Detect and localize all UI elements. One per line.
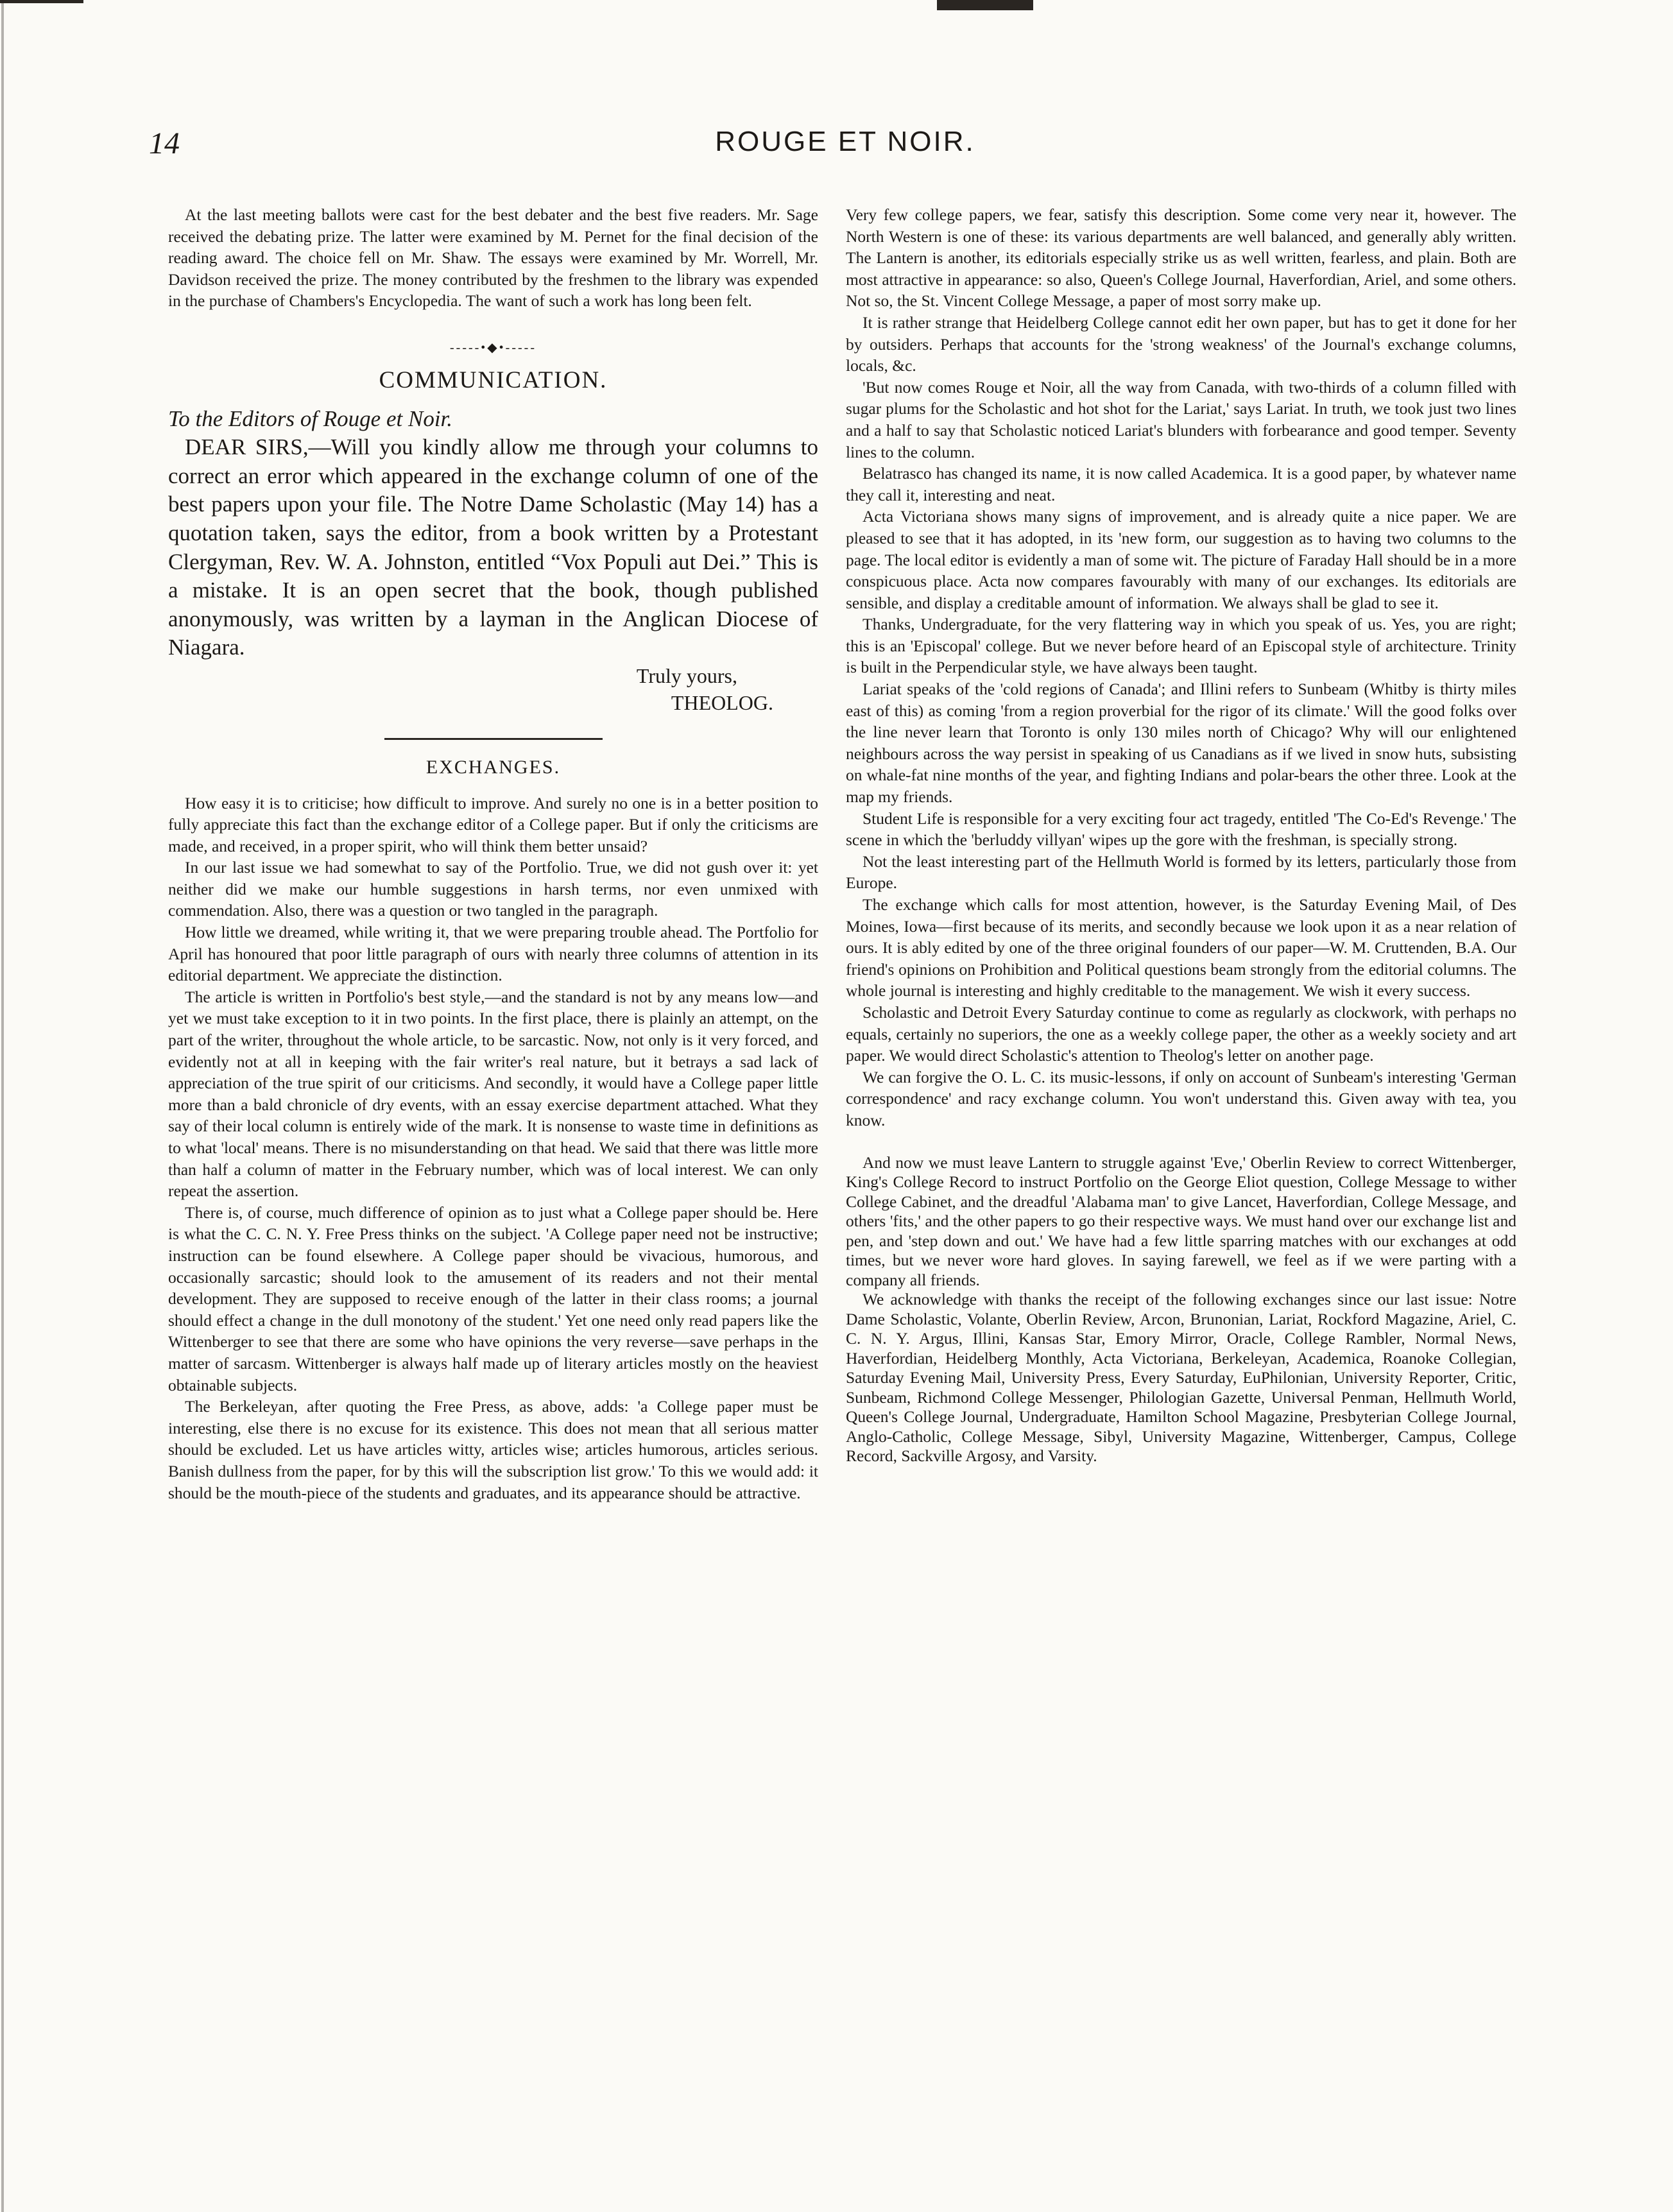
exchanges-paragraph: We can forgive the O. L. C. its music-lessons, if only on account of Sunbeam's interesting 'German correspondence' and racy exchange column. You won't understand this. Given away with tea, you know. — [846, 1067, 1516, 1129]
exchanges-paragraph: How little we dreamed, while writing it, that we were preparing trouble ahead. The Portfolio for April has honoured that poor little paragraph of ours with nearly three columns of attention in its editorial department. We appreciate the distinction. — [168, 923, 818, 985]
communication-heading: COMMUNICATION. — [379, 366, 608, 393]
scan-mark-left-edge — [1, 0, 4, 2212]
page-header — [149, 126, 1541, 162]
exchanges-paragraph: The article is written in Portfolio's best style,—and the standard is not by any means low—and yet we must take exception to it in two points. In the first place, there is plainly an attempt, on the part of the writer, throughout the whole article, to be sarcastic. Now, not only is it very forced, and evidently not at all in keeping with the fair writer's real nature, but it betrays a sad lack of appreciation of the true spirit of our criticisms. And secondly, it would have a College paper little more than a bald chronicle of dry events, with an essay exercise department attached. What they say of their local column is entirely wide of the mark. It is nonsense to waste time in definitions as to what 'local' means. There is no misunderstanding on that head. We said that there was little more than half a column of matter in the February number, which was of local interest. We can only repeat the assertion. — [168, 987, 818, 1201]
communication-closing: Truly yours, — [636, 664, 737, 687]
exchanges-heading: EXCHANGES. — [425, 756, 561, 778]
communication-body: DEAR SIRS,—Will you kindly allow me through your columns to correct an error which appeared in the exchange column of one of the best papers upon your file. The Notre Dame Scholastic (May 14) has a quotation taken, says the editor, from a book written by a Protestant Clergyman, Rev. W. A. Johnston, entitled “Vox Populi aut Dei.” This is a mistake. It is an open secret that the book, though published anonymously, was written by a layman in the Anglican Diocese of Niagara. — [168, 434, 818, 660]
exchanges-paragraph: Belatrasco has changed its name, it is now called Academica. It is a good paper, by whatever name they call it, interesting and neat. — [846, 464, 1516, 504]
intro-paragraph: At the last meeting ballots were cast for the best debater and the best five readers. Mr. Sage received the debating prize. The latter were examined by M. Pernet for the final decision of the reading award. The choice fell on Mr. Shaw. The essays were examined by Mr. Worrell, Mr. Davidson received the prize. The money contributed by the freshmen to the library was expended in the purchase of Chambers's Encyclopedia. The want of such a work has long been felt. — [168, 205, 818, 311]
exchanges-paragraph: There is, of course, much difference of opinion as to just what a College paper should be. Here is what the C. C. N. Y. Free Press thinks on the subject. 'A College paper need not be instructive; instruction can be found elsewhere. A College paper should be vivacious, humorous, and occasionally sarcastic; should look to the amusement of its readers and not their mental development. They are supposed to receive enough of the latter in their class rooms; a journal should effect a change in the dull monotony of the student.' Yet one need only read papers like the Wittenberger to see that there are some who have opinions the very reverse—save perhaps in the matter of sarcasm. Wittenberger is always half made up of literary articles mostly on the heaviest obtainable subjects. — [168, 1203, 818, 1394]
running-title: ROUGE ET NOIR. — [715, 126, 975, 157]
right-column — [846, 204, 1516, 1466]
scan-mark-top-left — [0, 0, 83, 3]
exchanges-paragraph: Student Life is responsible for a very exciting four act tragedy, entitled 'The Co-Ed's Revenge.' The scene in which the 'berluddy villyan' wipes up the gore with the freshman, is specially strong. — [846, 809, 1516, 850]
paragraph-gap — [846, 1131, 1516, 1153]
acknowledgement-paragraph: We acknowledge with thanks the receipt of the following exchanges since our last issue: Notre Dame Scholastic, Volante, Oberlin Review, Arcon, Brunonian, Lariat, Rockford Magazine, Ariel, C. C. N. Y. Argus, Illini, Kansas Star, Emory Mirror, Oracle, College Rambler, Normal News, Haverfordian, Heidelberg Monthly, Acta Victoriana, Berkeleyan, Academica, Roanoke Collegian, Saturday Evening Mail, University Press, Every Saturday, EuPhilonian, University Reporter, Critic, Sunbeam, Richmond College Messenger, Philologian Gazette, Universal Penman, Hellmuth World, Queen's College Journal, Undergraduate, Hamilton School Magazine, Presbyterian College Journal, Anglo-Catholic, College Message, Sibyl, University Magazine, Wittenberger, Campus, College Record, Sackville Argosy, and Varsity. — [846, 1290, 1516, 1466]
exchanges-paragraph: 'But now comes Rouge et Noir, all the way from Canada, with two-thirds of a column filled with sugar plums for the Scholastic and hot shot for the Lariat,' says Lariat. In truth, we took just two lines and a half to say that Scholastic noticed Lariat's blunders with forbearance and good temper. Seventy lines to the column. — [846, 377, 1516, 461]
exchanges-paragraph: Acta Victoriana shows many signs of improvement, and is already quite a nice paper. We are pleased to see that it has adopted, in its 'new form, our suggestion as to having two columns to the page. The local editor is evidently a man of some wit. The picture of Faraday Hall should be in a more conspicuous place. Acta now compares favourably with many of our exchanges. Its editorials are sensible, and display a creditable amount of information. We always shall be glad to see it. — [846, 507, 1516, 612]
exchanges-paragraph: The exchange which calls for most attention, however, is the Saturday Evening Mail, of Des Moines, Iowa—first because of its merits, and secondly because we look upon it as a near relation of ours. It is ably edited by one of the three original founders of our paper—W. M. Cruttenden, B.A. Our friend's opinions on Prohibition and Political questions beam strongly from the editorial columns. The whole journal is interesting and highly creditable to the management. We wish it every success. — [846, 895, 1516, 1000]
exchanges-paragraph: In our last issue we had somewhat to say of the Portfolio. True, we did not gush over it: yet neither did we make our humble suggestions in harsh terms, nor even unmixed with commendation. Also, there was a question or two tangled in the paragraph. — [168, 858, 818, 920]
exchanges-paragraph: Very few college papers, we fear, satisfy this description. Some come very near it, however. The North Western is one of these: its various departments are well balanced, and generally ably written. The Lantern is another, its editorials especially strike us as well written, fearless, and plain. Both are most attractive in appearance: so also, Queen's College Journal, Haverfordian, Ariel, and some others. Not so, the St. Vincent College Message, a paper of most sorry make up. — [846, 205, 1516, 311]
ornamental-rule: -----•◆•----- — [450, 340, 536, 355]
exchanges-paragraph: Lariat speaks of the 'cold regions of Canada'; and Illini refers to Sunbeam (Whitby is thirty miles east of this) as coming 'from a region proverbial for the rigor of its climate.' Will the good folks over the line never learn that Toronto is only 130 miles north of Chicago? Why will our enlightened neighbours across the way persist in speaking of us Canadians as if we lived in snow huts, subsisting on whale-fat nine months of the year, and fighting Indians and polar-bears the other three. Look at the map my friends. — [846, 680, 1516, 807]
page-number: 14 — [149, 126, 180, 160]
exchanges-paragraph: It is rather strange that Heidelberg College cannot edit her own paper, but has to get it done for her by outsiders. Perhaps that accounts for the 'strong weakness' of the Journal's exchange columns, locals, &c. — [846, 313, 1516, 375]
exchanges-paragraph: Thanks, Undergraduate, for the very flattering way in which you speak of us. Yes, you are right; this is an 'Episcopal' college. But we never before heard of an Episcopal style of architecture. Trinity is built in the Perpendicular style, we have always been taught. — [846, 615, 1516, 677]
communication-signature: THEOLOG. — [671, 690, 773, 714]
exchanges-paragraph: Scholastic and Detroit Every Saturday continue to come as regularly as clockwork, with perhaps no equals, certainly no superiors, the one as a weekly college paper, the other as a weekly society and art paper. We would direct Scholastic's attention to Theolog's letter on another page. — [846, 1002, 1516, 1065]
communication-salutation: To the Editors of Rouge et Noir. — [168, 406, 453, 432]
exchanges-paragraph: How easy it is to criticise; how difficult to improve. And surely no one is in a better position to fully appreciate this fact than the exchange editor of a College paper. But if only the criticisms are made, and received, in a proper spirit, who will think them better unsaid? — [168, 793, 818, 855]
farewell-paragraph: And now we must leave Lantern to struggle against 'Eve,' Oberlin Review to correct Wittenberger, King's College Record to instruct Portfolio on the George Eliot question, College Message to wither College Cabinet, and the dreadful 'Alabama man' to give Lancet, Haverfordian, College Message, and others 'fits,' and the other papers to go their respective ways. We must hand over our exchange list and pen, and 'step down and out.' We have had a few little sparring matches with our exchanges at odd times, but we never wore hard gloves. In saying farewell, we feel as if we were parting with a company all friends. — [846, 1153, 1516, 1289]
section-divider — [384, 738, 603, 740]
scan-mark-top-center — [937, 0, 1033, 10]
left-column — [168, 204, 818, 1504]
exchanges-paragraph: Not the least interesting part of the Hellmuth World is formed by its letters, particularly those from Europe. — [846, 852, 1516, 893]
exchanges-paragraph: The Berkeleyan, after quoting the Free Press, as above, adds: 'a College paper must be interesting, else there is no excuse for its existence. This does not mean that all serious matter should be excluded. Let us have articles witty, articles wise; articles humorous, articles serious. Banish dullness from the paper, for by this will the subscription list grow.' To this we would add: it should be the mouth-piece of the students and graduates, and its appearance should be attractive. — [168, 1397, 818, 1502]
